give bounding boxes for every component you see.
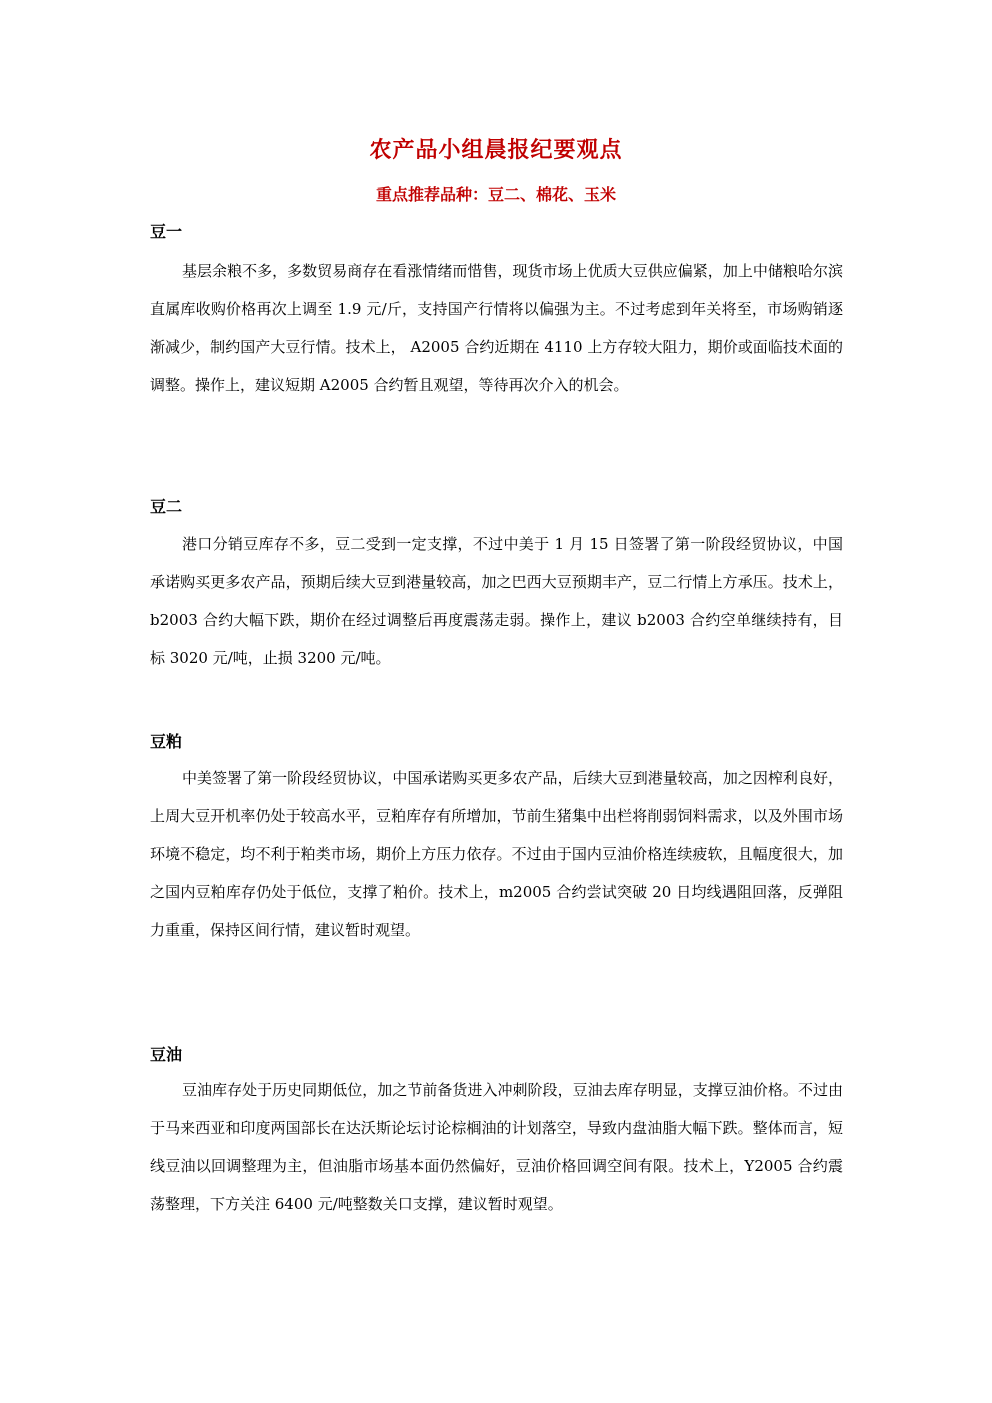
document-title: 农产品小组晨报纪要观点 [369, 138, 623, 163]
section-heading-soybean-1: 豆一 [150, 222, 183, 241]
section-heading-soybean-oil: 豆油 [150, 1045, 183, 1064]
section-heading-soybean-2: 豆二 [150, 497, 183, 516]
section-heading-soybean-meal: 豆粕 [150, 732, 183, 751]
section-body-soybean-2: 港口分销豆库存不多，豆二受到一定支撑，不过中美于 1 月 15 日签署了第一阶段经贸协议，中国承诺购买更多农产品，预期后续大豆到港量较高，加之巴西大豆预期丰产，豆二行情上方承压。技术上，b2003 合约大幅下跌，期价在经过调整后再度震荡走弱。操作上，建议 b2003 合约空单继续持有，目标 3020 元/吨，止损 3200 元/吨。 [150, 535, 843, 667]
recommended-varieties-subtitle: 重点推荐品种：豆二、棉花、玉米 [375, 185, 616, 204]
section-body-soybean-1: 基层余粮不多，多数贸易商存在看涨情绪而惜售，现货市场上优质大豆供应偏紧，加上中储粮哈尔滨直属库收购价格再次上调至 1.9 元/斤，支持国产行情将以偏强为主。不过考虑到年关将至，市场购销逐渐减少，制约国产大豆行情。技术上， A2005 合约近期在 4110 上方存较大阻力，期价或面临技术面的调整。操作上，建议短期 A2005 合约暂且观望，等待再次介入的机会。 [150, 262, 843, 394]
section-body-soybean-meal: 中美签署了第一阶段经贸协议，中国承诺购买更多农产品，后续大豆到港量较高，加之因榨利良好，上周大豆开机率仍处于较高水平，豆粕库存有所增加，节前生猪集中出栏将削弱饲料需求，以及外围市场环境不稳定，均不利于粕类市场，期价上方压力依存。不过由于国内豆油价格连续疲软，且幅度很大，加之国内豆粕库存仍处于低位，支撑了粕价。技术上，m2005 合约尝试突破 20 日均线遇阻回落，反弹阻力重重，保持区间行情，建议暂时观望。 [150, 769, 843, 939]
section-body-soybean-oil: 豆油库存处于历史同期低位，加之节前备货进入冲刺阶段，豆油去库存明显，支撑豆油价格。不过由于马来西亚和印度两国部长在达沃斯论坛讨论棕榈油的计划落空，导致内盘油脂大幅下跌。整体而言，短线豆油以回调整理为主，但油脂市场基本面仍然偏好，豆油价格回调空间有限。技术上，Y2005 合约震荡整理，下方关注 6400 元/吨整数关口支撑，建议暂时观望。 [150, 1081, 843, 1213]
